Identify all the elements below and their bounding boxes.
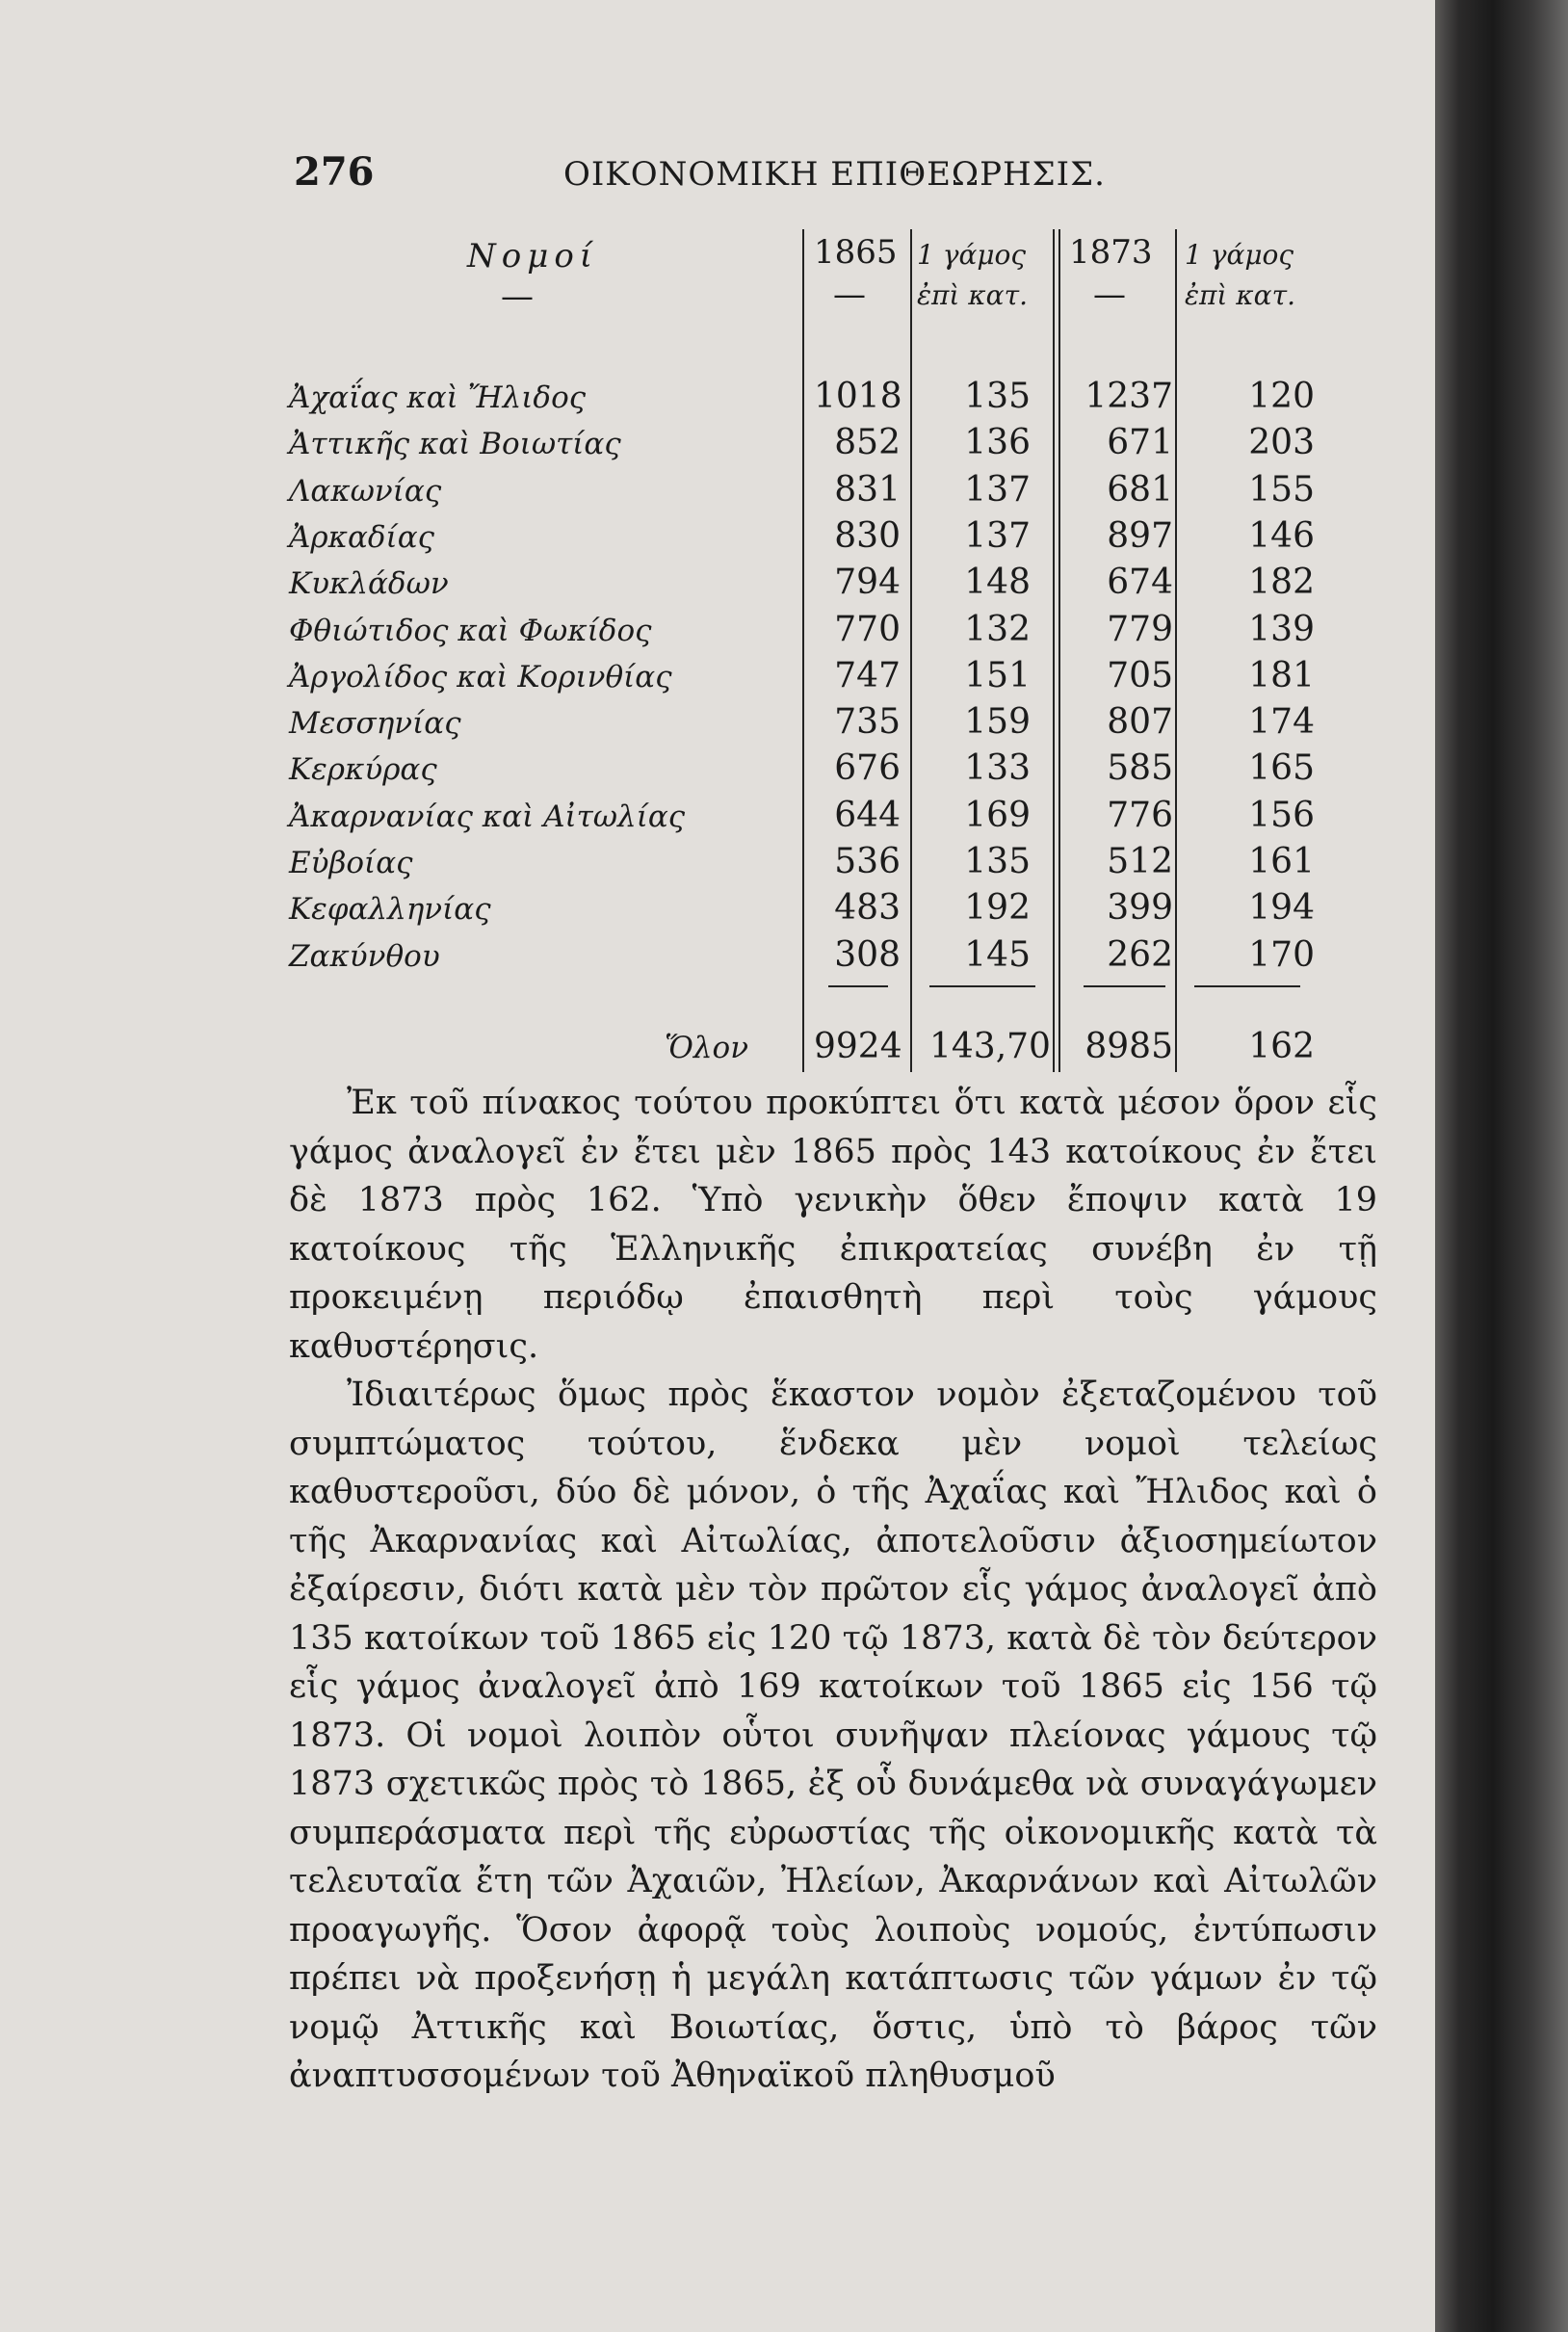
body-text <box>289 1079 1377 2101</box>
marriages-1873: 705 <box>1107 656 1173 695</box>
marriages-1873: 671 <box>1107 423 1173 462</box>
ratio-1865: 137 <box>964 470 1031 510</box>
sum-rule <box>929 985 1035 987</box>
book-spine-shadow <box>1435 0 1568 2332</box>
header-dash: — <box>1093 275 1126 314</box>
column-rule <box>1053 229 1055 1072</box>
ratio-1873: 182 <box>1248 563 1315 602</box>
ratio-1873: 203 <box>1248 423 1315 462</box>
header-ratio-1865: 1 γάμος <box>917 239 1027 271</box>
paragraph: Ἰδιαιτέρως ὅμως πρὸς ἕκαστον νομὸν ἐξεταζομένου τοῦ συμπτώματος τούτου, ἕνδεκα μὲν νομοὶ τελείως καθυστεροῦσι, δύο δὲ μόνον, ὁ τῆς Ἀχαΐας καὶ Ἤλιδος καὶ ὁ τῆς Ἀκαρνανίας καὶ Αἰτωλίας, ἀποτελοῦσιν ἀξιοσημείωτον ἐξαίρεσιν, διότι κατὰ μὲν τὸν πρῶτον εἷς γάμος ἀναλογεῖ ἀπὸ 135 κατοίκων τοῦ 1865 εἰς 120 τῷ 1873, κατὰ δὲ τὸν δεύτερον εἷς γάμος ἀναλογεῖ ἀπὸ 169 κατοίκων τοῦ 1865 εἰς 156 τῷ 1873. Οἱ νομοὶ λοιπὸν οὗτοι συνῆψαν πλείονας γάμους τῷ 1873 σχετικῶς πρὸς τὸ 1865, ἐξ οὗ δυνάμεθα νὰ συναγάγωμεν συμπεράσματα περὶ τῆς εὐρωστίας τῆς οἰκονομικῆς κατὰ τὰ τελευταῖα ἔτη τῶν Ἀχαιῶν, Ἠλείων, Ἀκαρνάνων καὶ Αἰτωλῶν προαγωγῆς. Ὅσον ἀφορᾷ τοὺς λοιποὺς νομούς, ἐντύπωσιν πρέπει νὰ προξενήσῃ ἡ μεγάλη κατάπτωσις τῶν γάμων ἐν τῷ νομῷ Ἀττικῆς καὶ Βοιωτίας, ὅστις, ὑπὸ τὸ βάρος τῶν ἀναπτυσσομένων τοῦ Ἀθηναϊκοῦ πληθυσμοῦ <box>289 1376 1377 2095</box>
ratio-1873: 155 <box>1248 470 1315 510</box>
marriages-1865: 676 <box>834 748 901 788</box>
marriages-1865: 831 <box>834 470 901 510</box>
ratio-1865: 148 <box>964 563 1031 602</box>
marriages-1865: 483 <box>834 888 901 928</box>
ratio-1865: 151 <box>964 656 1031 695</box>
column-rule <box>910 229 912 1072</box>
marriages-1873: 399 <box>1107 888 1173 928</box>
sum-rule <box>828 985 888 987</box>
nomos-name: Ἀττικῆς καὶ Βοιωτίας <box>289 427 621 461</box>
page-number: 276 <box>294 149 375 195</box>
nomos-name: Κυκλάδων <box>289 566 449 601</box>
marriages-1865: 852 <box>834 423 901 462</box>
total-1865: 9924 <box>814 1027 902 1066</box>
column-rule <box>1058 229 1060 1072</box>
ratio-1873: 165 <box>1248 748 1315 788</box>
column-rule <box>802 229 804 1072</box>
column-rule <box>1175 229 1177 1072</box>
header-dash: — <box>833 275 866 314</box>
marriages-1865: 308 <box>834 935 901 975</box>
marriages-1873: 681 <box>1107 470 1173 510</box>
ratio-1865: 135 <box>964 377 1031 416</box>
marriages-1873: 585 <box>1107 748 1173 788</box>
ratio-1873: 181 <box>1248 656 1315 695</box>
nomos-name: Φθιώτιδος καὶ Φωκίδος <box>289 614 652 648</box>
marriages-1873: 807 <box>1107 702 1173 742</box>
marriages-1873: 262 <box>1107 935 1173 975</box>
ratio-1865: 145 <box>964 935 1031 975</box>
marriages-1865: 735 <box>834 702 901 742</box>
sum-rule <box>1194 985 1300 987</box>
marriages-1865: 794 <box>834 563 901 602</box>
header-1865: 1865 <box>814 233 898 272</box>
marriages-1873: 776 <box>1107 796 1173 835</box>
ratio-1873: 161 <box>1248 842 1315 881</box>
ratio-1873: 120 <box>1248 377 1315 416</box>
nomos-name: Ἀρκαδίας <box>289 520 434 555</box>
marriages-1865: 1018 <box>814 377 902 416</box>
total-1873: 8985 <box>1085 1027 1173 1066</box>
ratio-1873: 194 <box>1248 888 1315 928</box>
marriages-1873: 674 <box>1107 563 1173 602</box>
ratio-1865: 137 <box>964 516 1031 556</box>
ratio-1865: 192 <box>964 888 1031 928</box>
marriages-1865: 644 <box>834 796 901 835</box>
marriage-statistics-table <box>289 229 1348 1067</box>
ratio-1873: 146 <box>1248 516 1315 556</box>
header-1873: 1873 <box>1069 233 1153 272</box>
ratio-1873: 139 <box>1248 610 1315 649</box>
marriages-1865: 770 <box>834 610 901 649</box>
ratio-1865: 135 <box>964 842 1031 881</box>
nomos-name: Λακωνίας <box>289 474 442 509</box>
header-ratio-1865-sub: ἐπὶ κατ. <box>917 279 1028 311</box>
nomos-name: Ἀχαΐας καὶ Ἤλιδος <box>289 380 587 415</box>
nomos-name: Κερκύρας <box>289 752 437 787</box>
nomos-name: Ἀκαρνανίας καὶ Αἰτωλίας <box>289 799 686 834</box>
paragraph: Ἐκ τοῦ πίνακος τούτου προκύπτει ὅτι κατὰ μέσον ὅρον εἷς γάμος ἀναλογεῖ ἐν ἔτει μὲν 1865 πρὸς 143 κατοίκους ἐν ἔτει δὲ 1873 πρὸς 162. Ὑπὸ γενικὴν ὅθεν ἔποψιν κατὰ 19 κατοίκους τῆς Ἑλληνικῆς ἐπικρατείας συνέβη ἐν τῇ προκειμένῃ περιόδῳ ἐπαισθητὴ περὶ τοὺς γάμους καθυστέρησις. <box>289 1084 1377 1366</box>
total-label: Ὅλον <box>665 1031 749 1065</box>
page-header <box>294 149 1401 197</box>
ratio-1873: 156 <box>1248 796 1315 835</box>
ratio-1865: 136 <box>964 423 1031 462</box>
header-dash: — <box>501 277 534 316</box>
nomos-name: Εὐβοίας <box>289 846 413 880</box>
header-ratio-1873-sub: ἐπὶ κατ. <box>1185 279 1295 311</box>
ratio-1865: 169 <box>964 796 1031 835</box>
nomos-name: Ἀργολίδος καὶ Κορινθίας <box>289 660 672 694</box>
marriages-1873: 1237 <box>1085 377 1173 416</box>
marriages-1865: 830 <box>834 516 901 556</box>
nomos-name: Μεσσηνίας <box>289 706 461 741</box>
nomos-name: Ζακύνθου <box>289 939 440 974</box>
ratio-1865: 133 <box>964 748 1031 788</box>
running-title: ΟΙΚΟΝΟΜΙΚΗ ΕΠΙΘΕΩΡΗΣΙΣ. <box>563 155 1106 194</box>
nomos-name: Κεφαλληνίας <box>289 892 491 927</box>
marriages-1873: 897 <box>1107 516 1173 556</box>
ratio-1873: 170 <box>1248 935 1315 975</box>
marriages-1865: 747 <box>834 656 901 695</box>
header-ratio-1873: 1 γάμος <box>1185 239 1294 271</box>
total-ratio-1873: 162 <box>1248 1027 1315 1066</box>
ratio-1873: 174 <box>1248 702 1315 742</box>
sum-rule <box>1084 985 1165 987</box>
total-ratio-1865: 143,70 <box>929 1027 1051 1066</box>
ratio-1865: 159 <box>964 702 1031 742</box>
header-nomoi: Νομοί <box>467 237 599 275</box>
marriages-1873: 779 <box>1107 610 1173 649</box>
ratio-1865: 132 <box>964 610 1031 649</box>
marriages-1873: 512 <box>1107 842 1173 881</box>
marriages-1865: 536 <box>834 842 901 881</box>
